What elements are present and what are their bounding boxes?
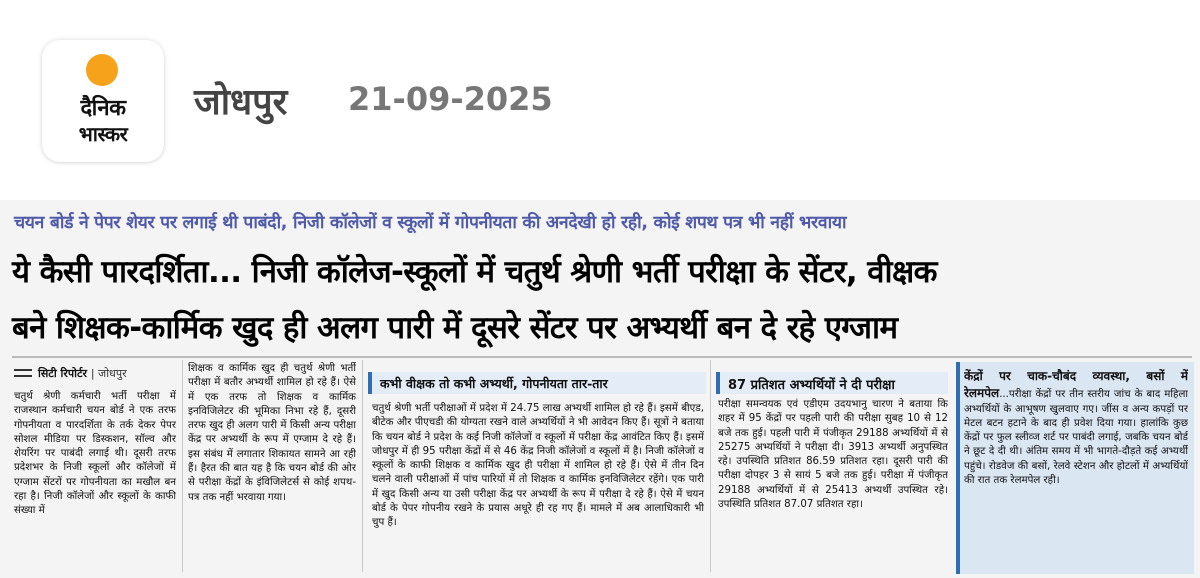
subhead-3: केंद्रों पर चाक-चौबंद व्यवस्था, बसों में रेलमपेल: [964, 369, 1188, 401]
column-divider: [182, 360, 183, 572]
byline-marker: [14, 369, 32, 377]
headline-rule: [12, 356, 1192, 358]
subarticle-3-text: ...परीक्षा केंद्रों पर तीन स्तरीय जांच के बाद महिला अभ्यर्थियों के आभूषण खुलवाए गए। जींस व अन्य कपड़ों पर मेटल बटन हटाने के बाद ही प्रवेश दिया गया। हालांकि कुछ केंद्रों पर फुल स्लीव्ज शर्ट पर पाबंदी लगाई, जबकि चयन बोर्ड ने छूट दे दी थी। अंतिम समय में भी भागते-दौड़ते कई अभ्यर्थी पहुंचे। रोडवेज की बसों, रेलवे स्टेशन और होटलों में अभ्यर्थियों की रात तक रेलमपेल रही।: [964, 389, 1188, 487]
article-column-2: शिक्षक व कार्मिक खुद ही चतुर्थ श्रेणी भर्ती परीक्षा में बतौर अभ्यर्थी शामिल हो रहे हैं। ऐसे में एक तरफ तो शिक्षक व कार्मिक इनविजिलेटर की भूमिका निभा रहे हैं, दूसरी तरफ खुद ही अलग पारी में किसी अन्य परीक्षा केंद्र पर अभ्यर्थी के रूप में एग्जाम दे रहे हैं। इस संबंध में लगातार शिकायत सामने आ रही हैं। हैरत की बात यह है कि चयन बोर्ड की ओर से परीक्षा केंद्रों के इंविजिलेटर्स से कोई शपथ-पत्र तक नहीं भरवाया गया।: [188, 363, 356, 503]
edition-date: 21-09-2025: [348, 80, 553, 118]
newspaper-logo: [42, 40, 164, 162]
sun-icon: [86, 54, 118, 86]
column-divider: [710, 360, 711, 572]
article-column-1: चतुर्थ श्रेणी कर्मचारी भर्ती परीक्षा में राजस्थान कर्मचारी चयन बोर्ड ने एक तरफ गोपनीयता व पारदर्शिता के तर्क देकर पेपर सोशल मीडिया पर डिस्कशन, सॉल्व और शेयरिंग पर पाबंदी लगाई थी। दूसरी तरफ प्रदेशभर के निजी स्कूलों और कॉलेजों में एग्जाम सेंटरों पर गोपनीयता का मखौल बन रहा है। निजी कॉलेजों और स्कूलों के काफी संख्या में: [14, 391, 176, 517]
article-kicker: चयन बोर्ड ने पेपर शेयर पर लगाई थी पाबंदी, निजी कॉलेजों व स्कूलों में गोपनीयता की अनदेखी हो रही, कोई शपथ पत्र भी नहीं भरवाया: [14, 213, 847, 233]
logo-text-line2: भास्कर: [78, 122, 128, 146]
subarticle-1-text: चतुर्थ श्रेणी भर्ती परीक्षाओं में प्रदेश में 24.75 लाख अभ्यर्थी शामिल हो रहे हैं। इसमें बीएड, बीटेक और पीएचडी की योग्यता रखने वाले अभ्यर्थियों ने भी आवेदन किए हैं। सूत्रों ने बताया कि चयन बोर्ड ने प्रदेश के कई निजी कॉलेजों व स्कूलों में परीक्षा केंद्र आवंटित किए हैं। इसमें जोधपुर में ही 95 परीक्षा केंद्रों में से 46 केंद्र निजी कॉलेजों व स्कूलों में है। निजी कॉलेजों व स्कूलों के काफी शिक्षक व कार्मिक खुद ही परीक्षा में शामिल हो रहे हैं। ऐसे में तीन दिन चलने वाली परीक्षाओं में पांच पारियों में तो शिक्षक व कार्मिक इनविजिलेटर रहेंगे। एक पारी में खुद किसी अन्य या उसी परीक्षा केंद्र पर अभ्यर्थी के रूप में परीक्षा दे रहे हैं। ऐसे में चयन बोर्ड के पेपर गोपनीय रखने के प्रयास अधूरे ही रह गए हैं। मामले में अब आलाधिकारी भी चुप हैं।: [372, 403, 704, 529]
byline-city: | जोधपुर: [90, 367, 127, 380]
byline-name: सिटी रिपोर्टर: [38, 367, 87, 380]
article-headline-line1: ये कैसी पारदर्शिता... निजी कॉलेज-स्कूलों में चतुर्थ श्रेणी भर्ती परीक्षा के सेंटर, वीक्षक: [12, 254, 937, 290]
logo-text-line1: दैनिक: [80, 96, 126, 121]
subhead-1: कभी वीक्षक तो कभी अभ्यर्थी, गोपनीयता तार-तार: [368, 372, 706, 394]
edition-city: जोधपुर: [194, 82, 288, 123]
article-headline-line2: बने शिक्षक-कार्मिक खुद ही अलग पारी में दूसरे सेंटर पर अभ्यर्थी बन दे रहे एग्जाम: [12, 310, 898, 346]
column-divider: [362, 360, 363, 572]
subhead-2: 87 प्रतिशत अभ्यर्थियों ने दी परीक्षा: [716, 372, 948, 394]
byline: [38, 366, 127, 381]
subarticle-2-text: परीक्षा समन्वयक एवं एडीएम उदयभानु चारण ने बताया कि शहर में 95 केंद्रों पर पहली पारी की परीक्षा सुबह 10 से 12 बजे तक हुई। पहली पारी में पंजीकृत 29188 अभ्यर्थियों में से 25275 अभ्यर्थियों ने परीक्षा दी। 3913 अभ्यर्थी अनुपस्थित रहे। उपस्थिति प्रतिशत 86.59 प्रतिशत रहा। दूसरी पारी की परीक्षा दोपहर 3 से सायं 5 बजे तक हुई। परीक्षा में पंजीकृत 29188 अभ्यर्थियों में से 25413 अभ्यर्थी उपस्थित रहे। उपस्थिति प्रतिशत 87.07 प्रतिशत रहा।: [718, 399, 948, 511]
sidebar-box-content: [964, 368, 1188, 572]
